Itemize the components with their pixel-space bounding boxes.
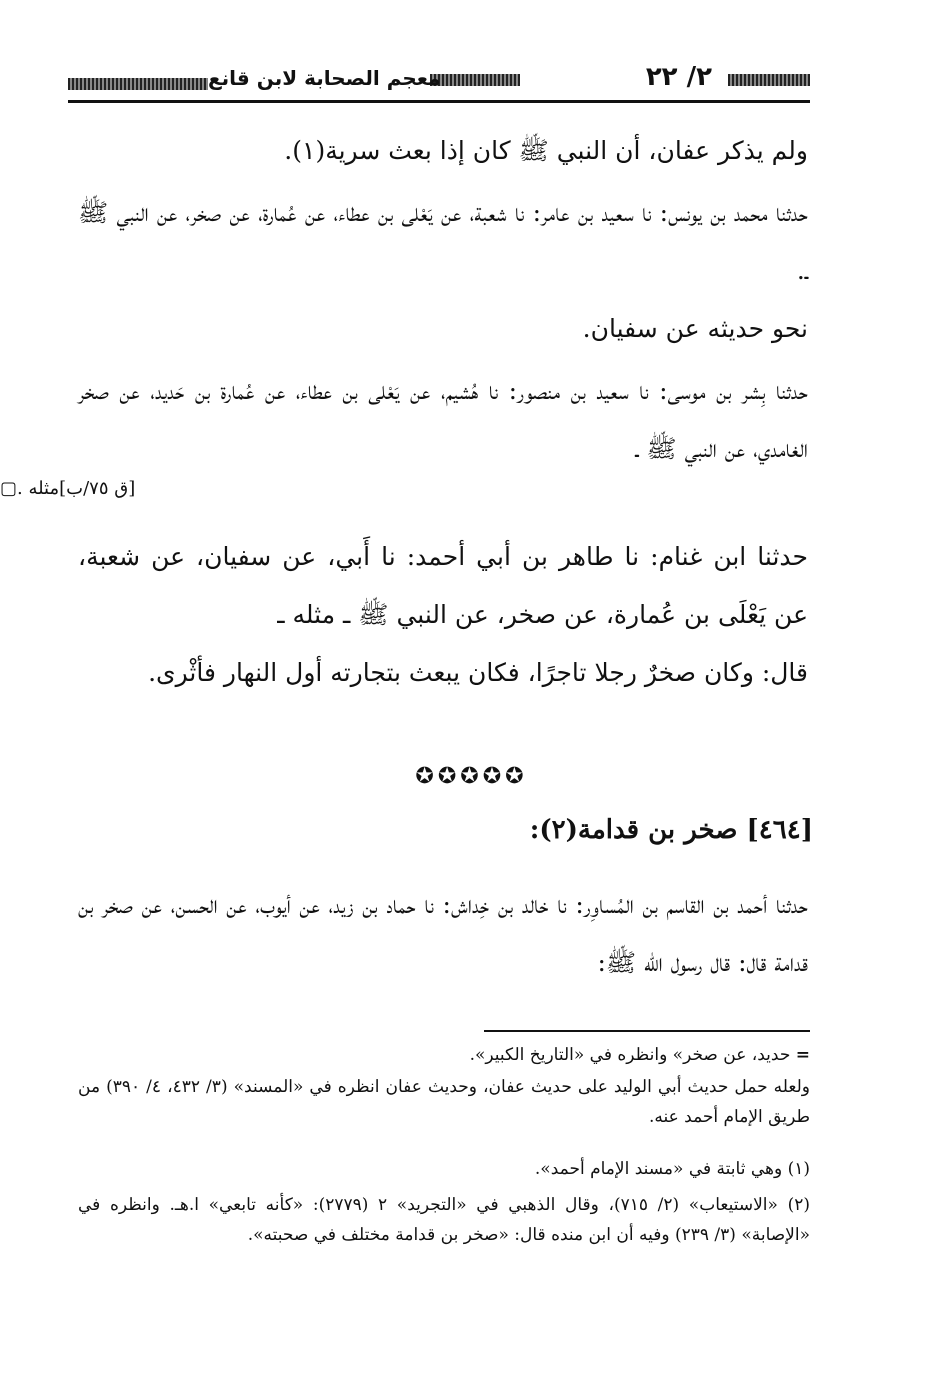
paragraph-6: قال: وكان صخرٌ رجلا تاجرًا، فكان يبعث بتجارته أول النهار فأثْرى. [148, 658, 808, 687]
section-separator: ✪✪✪✪✪ [415, 764, 528, 789]
header-ornament-middle [430, 74, 520, 86]
running-header [68, 62, 810, 103]
footnote-continuation-2: ولعله حمل حديث أبي الوليد على حديث عفان، وحديث عفان انظره في «المسند» (٣/ ٤٣٢، ٤/ ٣٩٠) من طريق الإمام أحمد عنه. [78, 1077, 811, 1127]
page-number: ٢/ ٢٢ [645, 62, 712, 92]
paragraph-7: حدثنا أحمد بن القاسم بن المُساوِر: نا خالد بن خِداش: نا حماد بن زيد، عن أيوب، عن الحسن، عن صخر بن قدامة قال: قال رسول الله ﷺ: [78, 890, 808, 977]
footnote-1: (١) وهي ثابتة في «مسند الإمام أحمد». [534, 1159, 810, 1179]
continuation-mark: = [795, 1045, 810, 1065]
paragraph-5: حدثنا ابن غنام: نا طاهر بن أبي أحمد: نا أَبي، عن سفيان، عن شعبة، عن يَعْلَى بن عُمارة، عن صخر، عن النبي ﷺ ـ مثله ـ [78, 542, 808, 629]
paragraph-2: حدثنا محمد بن يونس: نا سعيد بن عامر: نا شعبة، عن يَعْلى بن عطاء، عن عُمارة، عن صخر، عن النبي ﷺ ـ. [78, 198, 808, 285]
manuscript-ref: [ق ٧٥/ب]مثله .▢ [0, 478, 136, 499]
footnote-divider [484, 1030, 810, 1032]
entry-heading: [٤٦٤] صخر بن قدامة(٢): [529, 815, 813, 845]
book-title: معجم الصحابة لابن قانع [208, 66, 441, 90]
header-ornament-right [728, 74, 810, 86]
paragraph-3: نحو حديثه عن سفيان. [582, 314, 808, 343]
paragraph-1: ولم يذكر عفان، أن النبي ﷺ كان إذا بعث سرية(١). [284, 136, 808, 165]
header-ornament-left [68, 78, 208, 90]
footnote-continuation-1 [78, 1040, 810, 1070]
footnote-continuation-text: حديد، عن صخر» وانظره في «التاريخ الكبير». [469, 1045, 791, 1065]
footnote-2: (٢) «الاستيعاب» (٢/ ٧١٥)، وقال الذهبي في «التجريد» ٢ (٢٧٧٩): «كأنه تابعي» ا.هـ. وانظره في «الإصابة» (٣/ ٢٣٩) وفيه أن ابن منده قال: «صخر بن قدامة مختلف في صحبته». [78, 1195, 810, 1245]
paragraph-4: حدثنا بِشر بن موسى: نا سعيد بن منصور: نا هُشيم، عن يَعْلى بن عطاء، عن عُمارة بن حَديد، عن صخر الغامدي، عن النبي ﷺ ـ [78, 376, 808, 463]
